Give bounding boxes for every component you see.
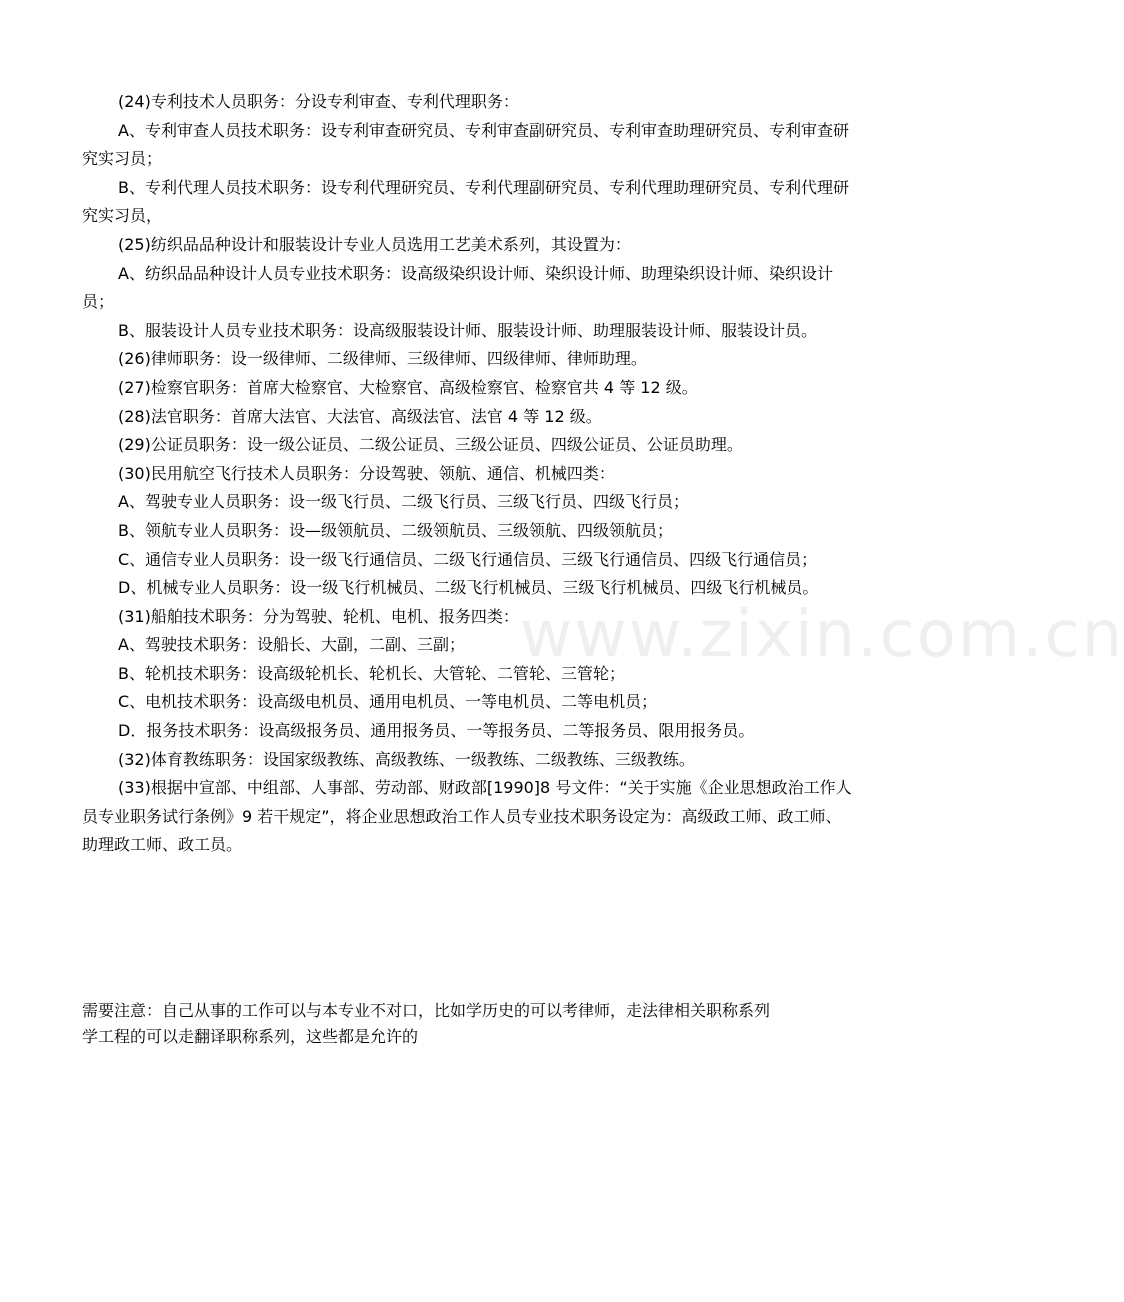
paragraph-30-a: A、驾驶专业人员职务：设一级飞行员、二级飞行员、三级飞行员、四级飞行员； bbox=[118, 492, 689, 512]
paragraph-30: (30)民用航空飞行技术人员职务：分设驾驶、领航、通信、机械四类： bbox=[118, 463, 615, 483]
paragraph-30-b: B、领航专业人员职务：设—级领航员、二级领航员、三级领航、四级领航员； bbox=[118, 520, 673, 540]
paragraph-30-c: C、通信专业人员职务：设一级飞行通信员、二级飞行通信员、三级飞行通信员、四级飞行通信员； bbox=[118, 549, 818, 569]
paragraph-25-a: A、纺织品品种设计人员专业技术职务：设高级染织设计师、染织设计师、助理染织设计师、染织设计员； bbox=[82, 263, 833, 312]
note-line-2: 学工程的可以走翻译职称系列，这些都是允许的 bbox=[82, 1027, 419, 1046]
paragraph-27: (27)检察官职务：首席大检察官、大检察官、高级检察官、检察官共 4 等 12 级。 bbox=[118, 377, 698, 397]
paragraph-24: (24)专利技术人员职务：分设专利审查、专利代理职务： bbox=[118, 92, 519, 111]
paragraph-31-a: A、驾驶技术职务：设船长、大副，二副、三副； bbox=[118, 635, 465, 655]
paragraph-29: (29)公证员职务：设一级公证员、二级公证员、三级公证员、四级公证员、公证员助理。 bbox=[118, 435, 743, 455]
paragraph-31-b: B、轮机技术职务：设高级轮机长、轮机长、大管轮、二管轮、三管轮； bbox=[118, 663, 625, 683]
paragraph-31-c: C、电机技术职务：设高级电机员、通用电机员、一等电机员、二等电机员； bbox=[118, 692, 658, 712]
paragraph-33: (33)根据中宣部、中组部、人事部、劳动部、财政部[1990]8 号文件：“关于实施《企业思想政治工作人员专业职务试行条例》9 若干规定”，将企业思想政治工作人员专业技术职务设定为：高级政工师、政工师、助理政工师、政工员。 bbox=[82, 778, 852, 855]
paragraph-25: (25)纺织品品种设计和服装设计专业人员选用工艺美术系列，其设置为： bbox=[118, 234, 631, 254]
watermark-text: www.zixin.com.cn bbox=[520, 598, 1124, 672]
paragraph-26: (26)律师职务：设一级律师、二级律师、三级律师、四级律师、律师助理。 bbox=[118, 349, 647, 369]
note-line-1: 需要注意：自己从事的工作可以与本专业不对口，比如学历史的可以考律师，走法律相关职称系列 bbox=[82, 1001, 771, 1020]
paragraph-24-a: A、专利审查人员技术职务：设专利审查研究员、专利审查副研究员、专利审查助理研究员、专利审查研究实习员； bbox=[82, 120, 849, 169]
paragraph-32: (32)体育教练职务：设国家级教练、高级教练、一级教练、二级教练、三级教练。 bbox=[118, 749, 695, 769]
document-body bbox=[82, 88, 852, 860]
paragraph-30-d: D、机械专业人员职务：设一级飞行机械员、二级飞行机械员、三级飞行机械员、四级飞行机械员。 bbox=[118, 578, 819, 598]
paragraph-31: (31)船舶技术职务：分为驾驶、轮机、电机、报务四类： bbox=[118, 606, 519, 626]
paragraph-31-d: D．报务技术职务：设高级报务员、通用报务员、一等报务员、二等报务员、限用报务员。 bbox=[118, 721, 755, 741]
paragraph-24-b: B、专利代理人员技术职务：设专利代理研究员、专利代理副研究员、专利代理助理研究员、专利代理研究实习员， bbox=[82, 177, 849, 226]
paragraph-28: (28)法官职务：首席大法官、大法官、高级法官、法官 4 等 12 级。 bbox=[118, 406, 602, 426]
note-section bbox=[82, 998, 852, 1050]
paragraph-25-b: B、服装设计人员专业技术职务：设高级服装设计师、服装设计师、助理服装设计师、服装设计员。 bbox=[118, 320, 817, 340]
